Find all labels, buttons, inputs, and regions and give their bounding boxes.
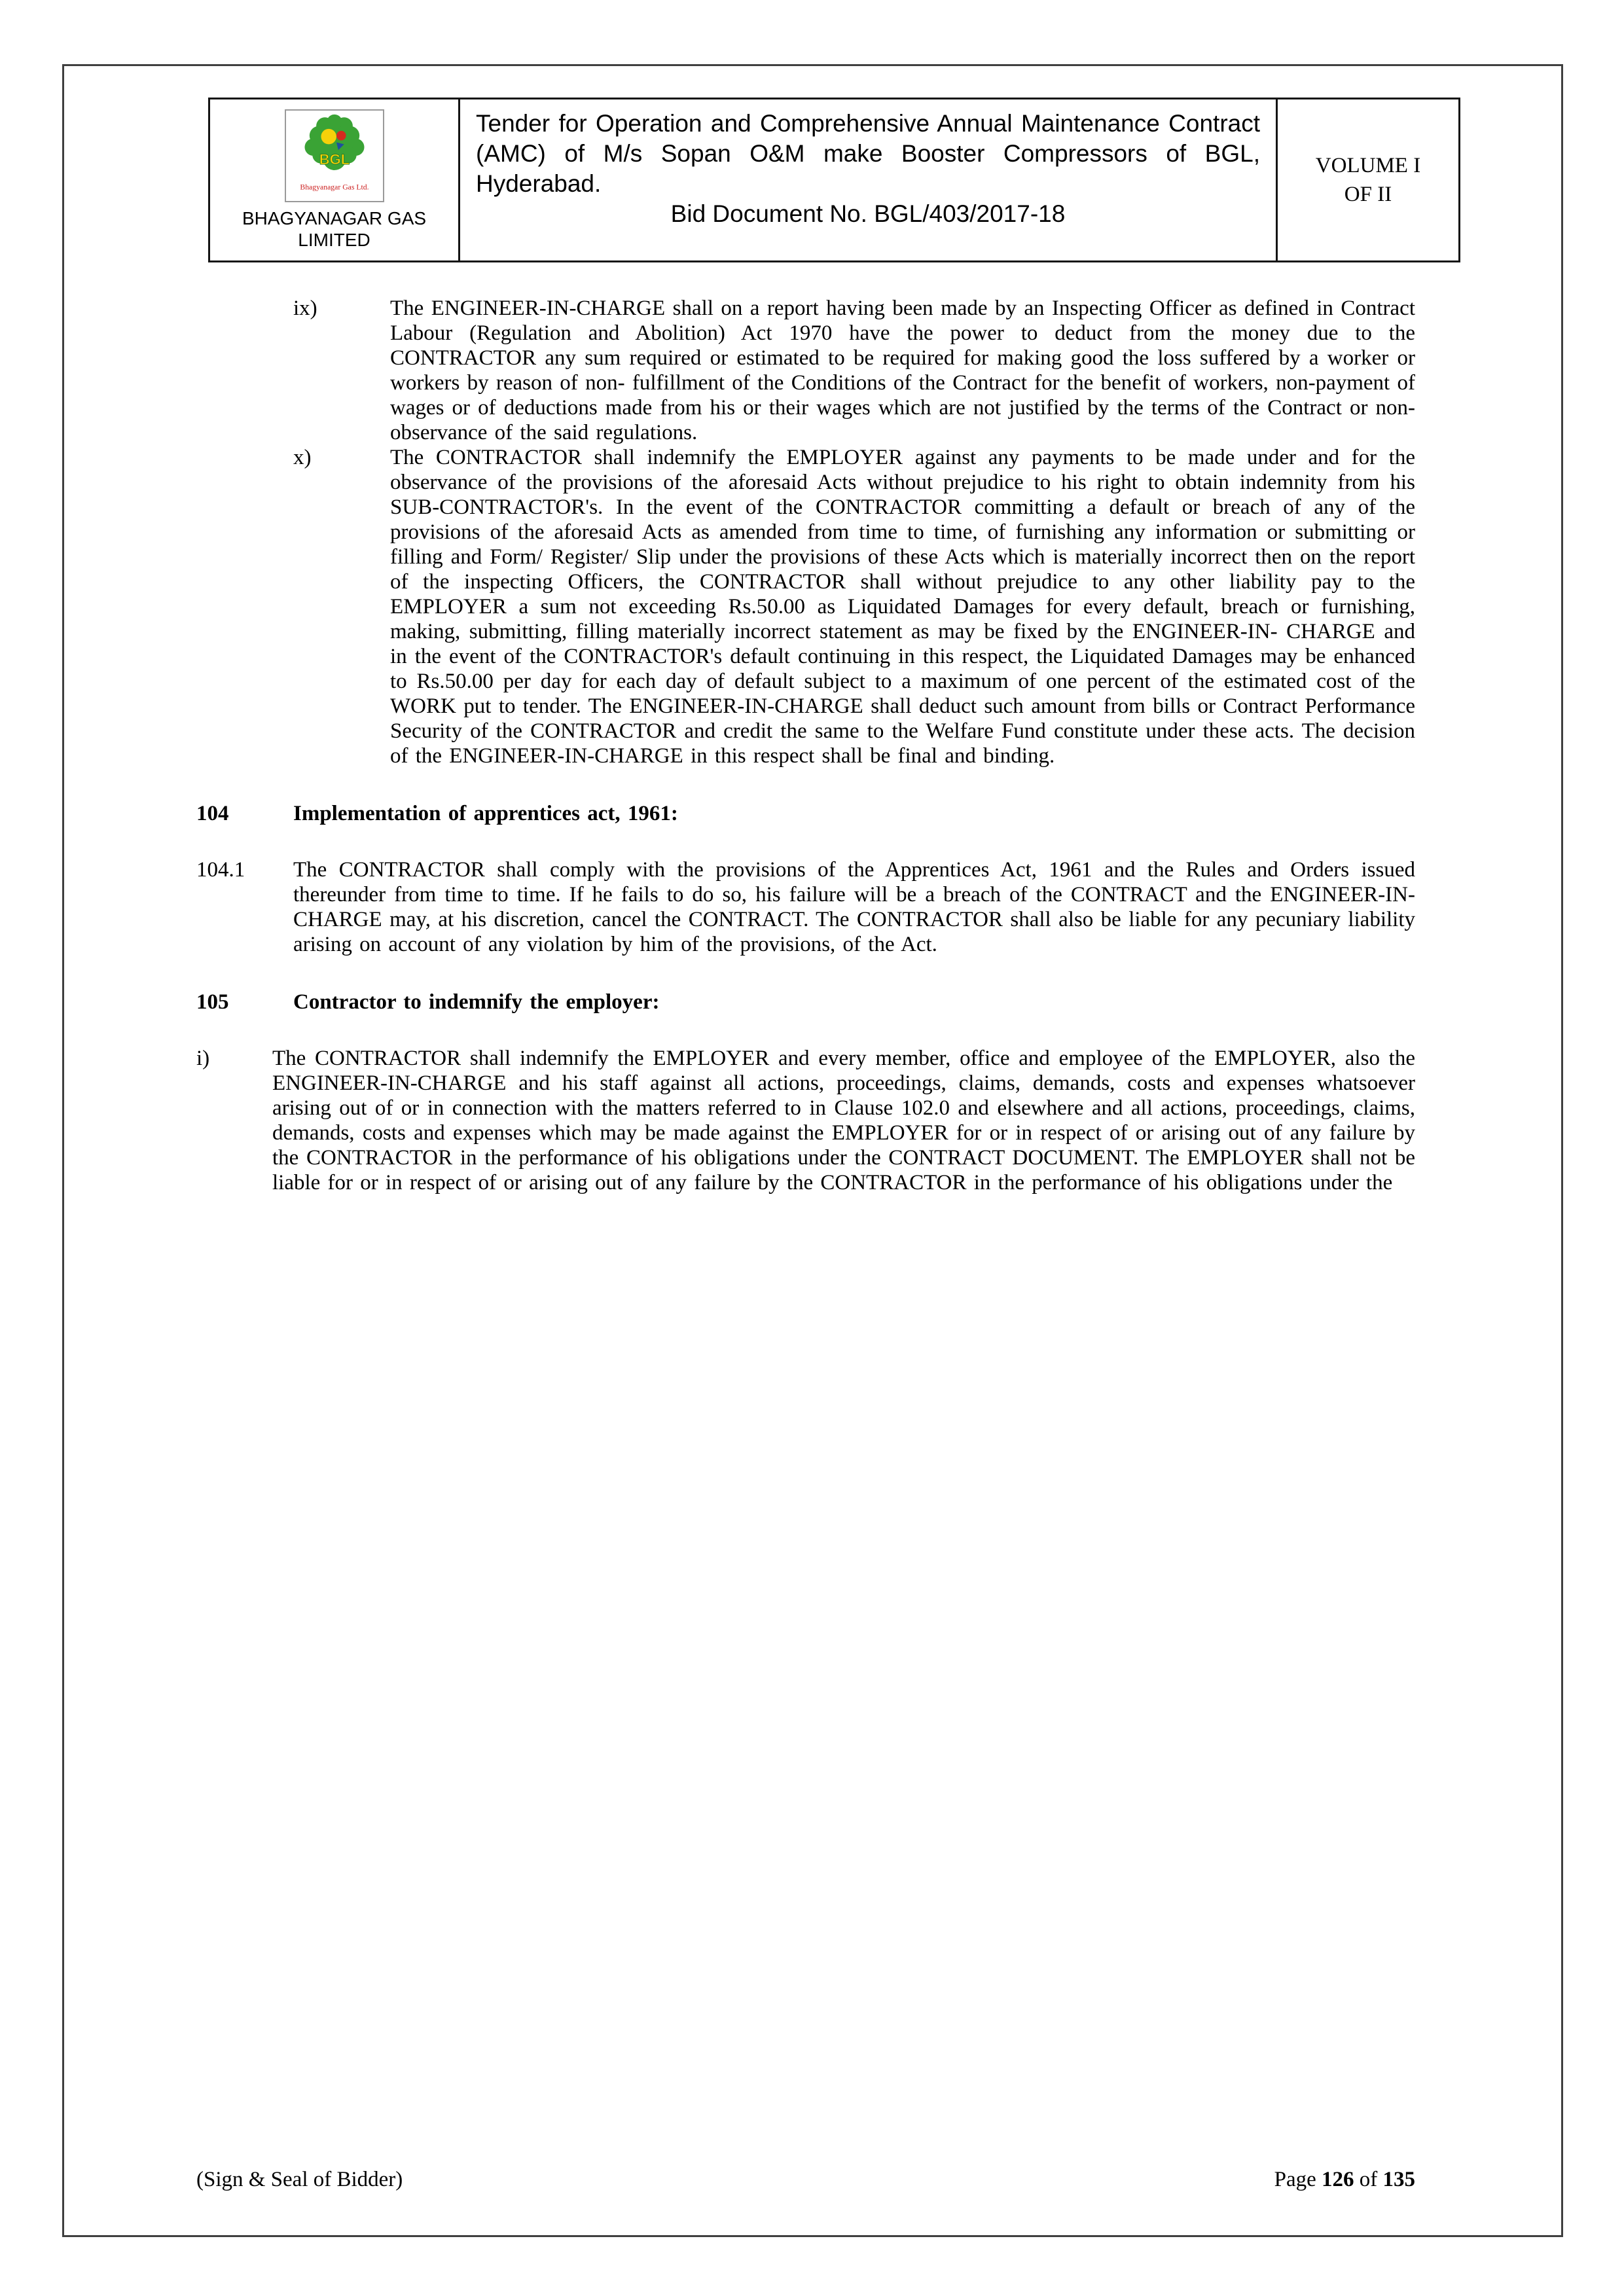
page-total: 135 <box>1382 2168 1415 2191</box>
clause-x <box>196 445 1415 768</box>
clause-ix <box>196 296 1415 445</box>
tender-title: Tender for Operation and Comprehensive Annual Maintenance Contract (AMC) of M/s Sopan O&M make Booster Compressors of BGL, Hyderabad. <box>476 110 1260 197</box>
logo-yellow-dot <box>321 129 336 144</box>
logo-bgl-text: BGL <box>319 151 350 168</box>
organization-name: BHAGYANAGAR GAS LIMITED <box>242 208 427 250</box>
clause-ix-text: The ENGINEER-IN-CHARGE shall on a report having been made by an Inspecting Officer as defined in Contract Labour (Regulation and Abolition) Act 1970 have the power to deduct from the money due to the CONTRACTOR any sum required or estimated to be required for making good the loss suffered by a worker or workers by reason of non- fulfillment of the Conditions of the Contract for the benefit of workers, non-payment of wages or of deductions made from his or their wages which are not justified by the terms of the Contract or non-observance of the said regulations. <box>390 296 1415 444</box>
page-word: Page <box>1274 2168 1316 2191</box>
section-104-heading <box>196 801 1415 826</box>
logo-red-dot <box>336 131 346 141</box>
clause-i-text: The CONTRACTOR shall indemnify the EMPLOYER and every member, office and employee of the EMPLOYER, also the ENGINEER-IN-CHARGE and his staff against all actions, proceedings, claims, demands, costs and expenses whatsoever arising out of or in connection with the matters referred to in Clause 102.0 and elsewhere and all actions, proceedings, claims, demands, costs and expenses which may be made against the EMPLOYER for or in respect of or arising out of any failure by the CONTRACTOR in the performance of his obligations under the CONTRACT DOCUMENT. The EMPLOYER shall not be liable for or in respect of or arising out of any failure by the CONTRACTOR in the performance of his obligations under the <box>272 1047 1415 1194</box>
volume-cell <box>1278 99 1458 260</box>
document-footer <box>196 2168 1415 2192</box>
sign-seal-text: (Sign & Seal of Bidder) <box>196 2168 403 2191</box>
logo-cell <box>210 99 460 260</box>
volume-line-1: VOLUME I <box>1315 154 1421 177</box>
section-104-number: 104 <box>196 802 229 825</box>
document-header <box>208 98 1460 262</box>
clause-x-label: x) <box>293 446 312 469</box>
of-word: of <box>1359 2168 1378 2191</box>
clause-i <box>196 1046 1415 1195</box>
section-105-heading <box>196 990 1415 1014</box>
volume-line-2: OF II <box>1344 183 1392 206</box>
clause-104-1-text: The CONTRACTOR shall comply with the provisions of the Apprentices Act, 1961 and the Rules and Orders issued thereunder from time to time. If he fails to do so, his failure will be a breach of the CONTRACT and the ENGINEER-IN-CHARGE may, at his discretion, cancel the CONTRACT. The CONTRACTOR shall also be liable for any pecuniary liability arising on account of any violation by him of the provisions, of the Act. <box>293 858 1415 956</box>
logo-caption-text: Bhagyanagar Gas Ltd. <box>299 183 369 192</box>
section-105-title: Contractor to indemnify the employer: <box>293 990 660 1014</box>
bgl-logo-icon <box>286 111 383 201</box>
title-cell <box>460 99 1278 260</box>
bid-document-number: Bid Document No. BGL/403/2017-18 <box>670 200 1066 227</box>
page-number <box>1274 2168 1415 2192</box>
document-body <box>196 296 1415 1195</box>
clause-x-text: The CONTRACTOR shall indemnify the EMPLOYER against any payments to be made under and for the observance of the provisions of the aforesaid Acts without prejudice to his right to obtain indemnity from his SUB-CONTRACTOR's. In the event of the CONTRACTOR committing a default or breach of any of the provisions of the aforesaid Acts as amended from time to time, of furnishing any information or submitting or filling and Form/ Register/ Slip under the provisions of these Acts which is materially incorrect then on the report of the inspecting Officers, the CONTRACTOR shall without prejudice to any other liability pay to the EMPLOYER a sum not exceeding Rs.50.00 as Liquidated Damages for every default, breach or furnishing, making, submitting, filling materially incorrect statement as may be fixed by the ENGINEER-IN- CHARGE and in the event of the CONTRACTOR's default continuing in this respect, the Liquidated Damages may be enhanced to Rs.50.00 per day for each day of default subject to a maximum of one percent of the estimated cost of the WORK put to tender. The ENGINEER-IN-CHARGE shall deduct such amount from bills or Contract Performance Security of the CONTRACTOR and credit the same to the Welfare Fund constitute under these acts. The decision of the ENGINEER-IN-CHARGE in this respect shall be final and binding. <box>390 446 1415 768</box>
clause-i-label: i) <box>196 1047 210 1070</box>
clause-ix-label: ix) <box>293 296 317 320</box>
page-current: 126 <box>1322 2168 1354 2191</box>
clause-104-1 <box>196 857 1415 957</box>
section-105-number: 105 <box>196 990 229 1014</box>
clause-104-1-number: 104.1 <box>196 858 245 882</box>
section-104-title: Implementation of apprentices act, 1961: <box>293 802 678 825</box>
logo-box <box>285 109 384 202</box>
